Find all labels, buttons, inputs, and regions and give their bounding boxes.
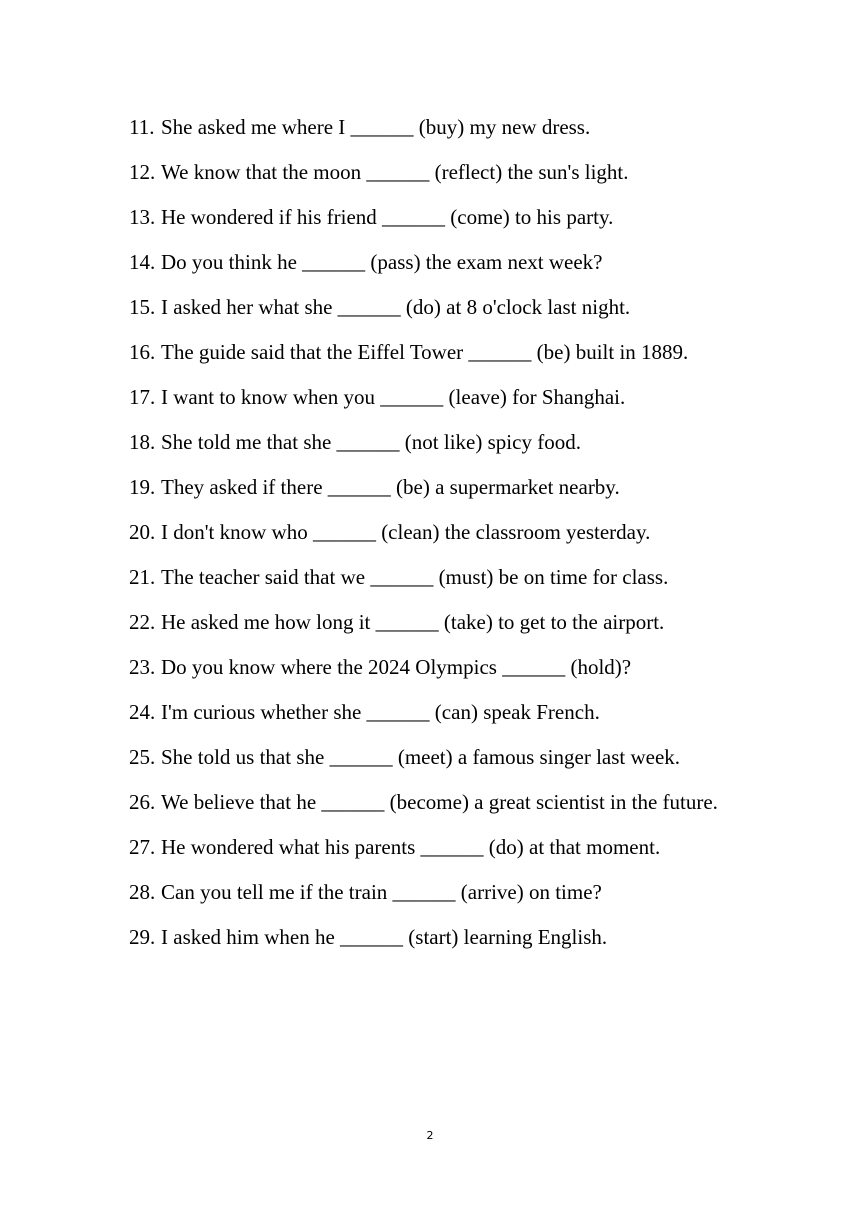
- question-number: 17.: [129, 385, 156, 409]
- question-item: [129, 600, 732, 645]
- question-item: [129, 510, 732, 555]
- question-item: [129, 285, 732, 330]
- question-text: They asked if there ______ (be) a supermarket nearby.: [161, 475, 620, 499]
- question-number: 28.: [129, 880, 156, 904]
- question-number: 22.: [129, 610, 156, 634]
- question-number: 12.: [129, 160, 156, 184]
- question-number: 24.: [129, 700, 156, 724]
- question-text: I asked her what she ______ (do) at 8 o'clock last night.: [161, 295, 631, 319]
- question-text: She asked me where I ______ (buy) my new dress.: [161, 115, 591, 139]
- question-number: 27.: [129, 835, 156, 859]
- question-text: I asked him when he ______ (start) learning English.: [161, 925, 608, 949]
- question-item: [129, 690, 732, 735]
- question-text: We believe that he ______ (become) a great scientist in the future.: [161, 790, 718, 814]
- question-item: [129, 330, 732, 375]
- question-text: The teacher said that we ______ (must) be on time for class.: [161, 565, 669, 589]
- question-item: [129, 915, 732, 960]
- question-number: 26.: [129, 790, 156, 814]
- question-text: Can you tell me if the train ______ (arrive) on time?: [161, 880, 602, 904]
- question-item: [129, 645, 732, 690]
- question-text: I don't know who ______ (clean) the classroom yesterday.: [161, 520, 651, 544]
- page-number: 2: [426, 1129, 434, 1142]
- question-list: [129, 105, 732, 960]
- question-number: 19.: [129, 475, 156, 499]
- question-number: 15.: [129, 295, 156, 319]
- question-number: 11.: [129, 115, 155, 139]
- question-text: He wondered if his friend ______ (come) to his party.: [161, 205, 614, 229]
- question-text: Do you think he ______ (pass) the exam next week?: [161, 250, 603, 274]
- question-number: 20.: [129, 520, 156, 544]
- question-item: [129, 870, 732, 915]
- question-item: [129, 375, 732, 420]
- question-item: [129, 465, 732, 510]
- question-item: [129, 420, 732, 465]
- question-item: [129, 780, 732, 825]
- question-number: 21.: [129, 565, 156, 589]
- question-text: We know that the moon ______ (reflect) the sun's light.: [161, 160, 629, 184]
- question-text: He asked me how long it ______ (take) to get to the airport.: [161, 610, 665, 634]
- question-number: 29.: [129, 925, 156, 949]
- question-text: She told me that she ______ (not like) spicy food.: [161, 430, 581, 454]
- question-text: She told us that she ______ (meet) a famous singer last week.: [161, 745, 681, 769]
- question-item: [129, 150, 732, 195]
- question-number: 16.: [129, 340, 156, 364]
- question-text: I'm curious whether she ______ (can) speak French.: [161, 700, 600, 724]
- question-item: [129, 735, 732, 780]
- question-number: 25.: [129, 745, 156, 769]
- question-item: [129, 555, 732, 600]
- question-item: [129, 105, 732, 150]
- question-text: Do you know where the 2024 Olympics ______ (hold)?: [161, 655, 632, 679]
- question-item: [129, 825, 732, 870]
- question-text: The guide said that the Eiffel Tower ______ (be) built in 1889.: [161, 340, 689, 364]
- question-number: 13.: [129, 205, 156, 229]
- question-item: [129, 195, 732, 240]
- question-number: 23.: [129, 655, 156, 679]
- question-number: 14.: [129, 250, 156, 274]
- question-number: 18.: [129, 430, 156, 454]
- question-item: [129, 240, 732, 285]
- question-text: I want to know when you ______ (leave) for Shanghai.: [161, 385, 626, 409]
- question-text: He wondered what his parents ______ (do) at that moment.: [161, 835, 661, 859]
